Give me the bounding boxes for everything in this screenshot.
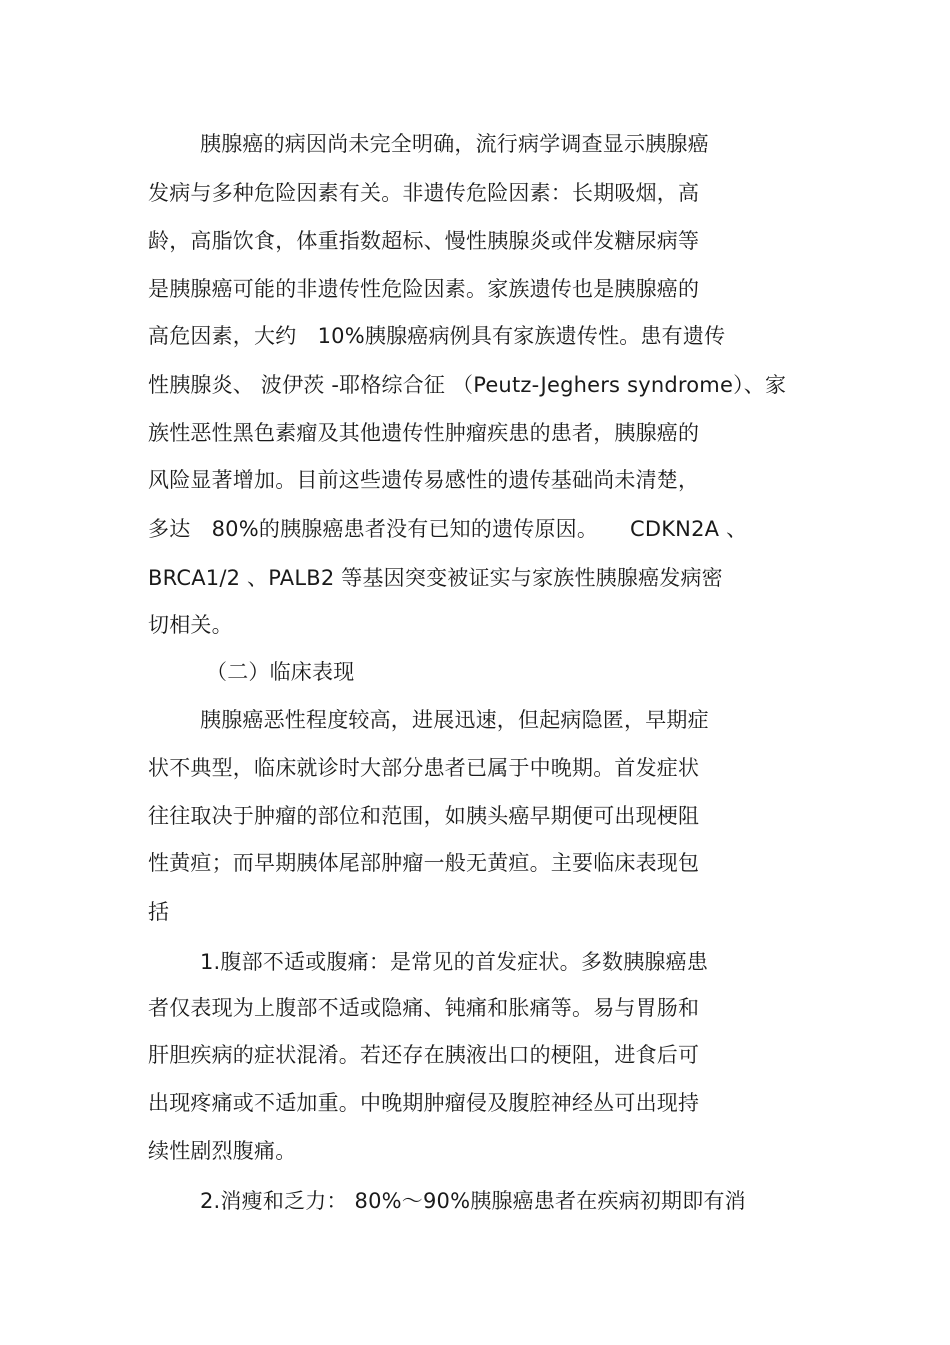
paragraph-3-line-1: 1.腹部不适或腹痛：是常见的首发症状。多数胰腺癌患 xyxy=(200,950,709,974)
paragraph-3-line-4: 出现疼痛或不适加重。中晚期肿瘤侵及腹腔神经丛可出现持 xyxy=(148,1091,700,1115)
paragraph-1-line-3: 龄，高脂饮食，体重指数超标、慢性胰腺炎或伴发糖尿病等 xyxy=(148,229,700,253)
paragraph-4-line-1: 2.消瘦和乏力： 80%～90%胰腺癌患者在疾病初期即有消 xyxy=(200,1189,746,1213)
paragraph-2-line-4: 性黄疸；而早期胰体尾部肿瘤一般无黄疸。主要临床表现包 xyxy=(148,851,700,875)
paragraph-2-line-1: 胰腺癌恶性程度较高，进展迅速，但起病隐匿，早期症 xyxy=(200,708,709,732)
paragraph-1-line-5: 高危因素，大约 10%胰腺癌病例具有家族遗传性。患有遗传 xyxy=(148,324,726,348)
paragraph-2-line-2: 状不典型，临床就诊时大部分患者已属于中晚期。首发症状 xyxy=(148,756,700,780)
paragraph-3-line-3: 肝胆疾病的症状混淆。若还存在胰液出口的梗阻，进食后可 xyxy=(148,1043,700,1067)
paragraph-1-line-9: 多达 80%的胰腺癌患者没有已知的遗传原因。 CDKN2A 、 xyxy=(148,517,748,541)
paragraph-3-line-5: 续性剧烈腹痛。 xyxy=(148,1139,297,1163)
paragraph-1-line-11: 切相关。 xyxy=(148,613,233,637)
paragraph-1-line-8: 风险显著增加。目前这些遗传易感性的遗传基础尚未清楚， xyxy=(148,468,700,492)
paragraph-1-line-6: 性胰腺炎、 波伊茨 -耶格综合征 （Peutz-Jeghers syndrome）、家 xyxy=(148,373,787,397)
paragraph-2-line-5: 括 xyxy=(148,900,170,924)
paragraph-1-line-2: 发病与多种危险因素有关。非遗传危险因素：长期吸烟，高 xyxy=(148,181,700,205)
paragraph-1-line-10: BRCA1/2 、PALB2 等基因突变被证实与家族性胰腺癌发病密 xyxy=(148,566,723,590)
paragraph-1-line-1: 胰腺癌的病因尚未完全明确，流行病学调查显示胰腺癌 xyxy=(200,132,709,156)
paragraph-2-line-3: 往往取决于肿瘤的部位和范围，如胰头癌早期便可出现梗阻 xyxy=(148,804,700,828)
paragraph-1-line-4: 是胰腺癌可能的非遗传性危险因素。家族遗传也是胰腺癌的 xyxy=(148,277,700,301)
section-heading: （二）临床表现 xyxy=(206,660,355,684)
paragraph-1-line-7: 族性恶性黑色素瘤及其他遗传性肿瘤疾患的患者，胰腺癌的 xyxy=(148,421,700,445)
paragraph-3-line-2: 者仅表现为上腹部不适或隐痛、钝痛和胀痛等。易与胃肠和 xyxy=(148,996,700,1020)
